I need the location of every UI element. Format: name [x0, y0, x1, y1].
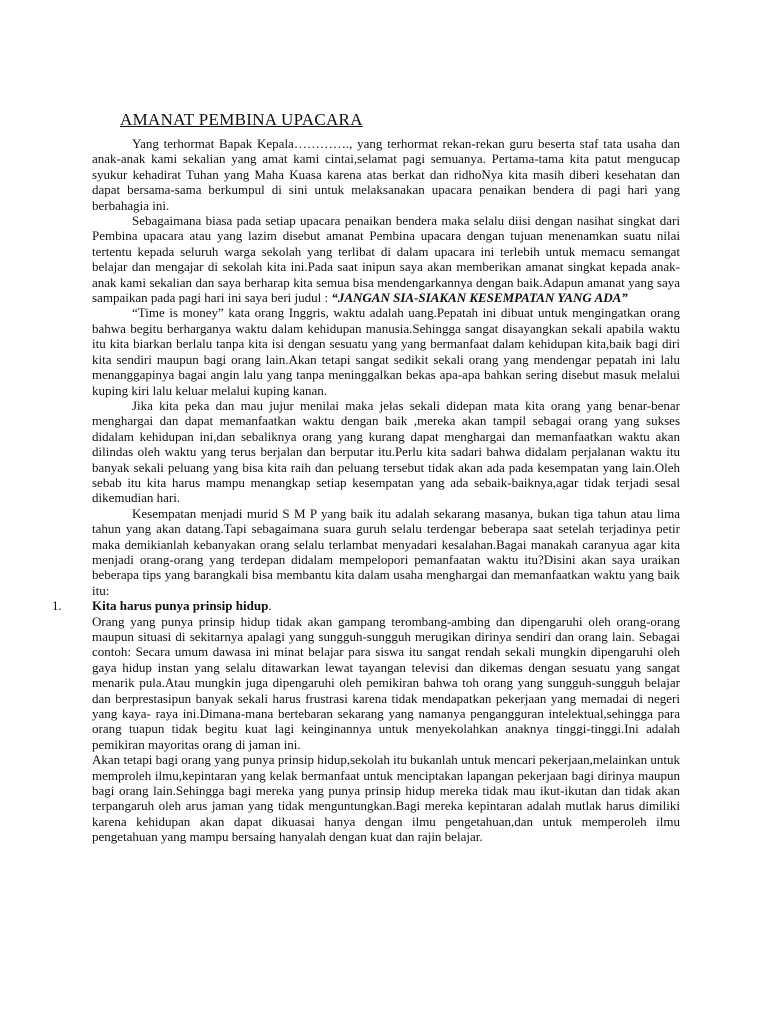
paragraph-introduction-text: Sebagaimana biasa pada setiap upacara penaikan bendera maka selalu diisi dengan nasihat singkat dari Pembina upacara atau yang lazim disebut amanat Pembina upacara dengan tujuan menenamkan suatu nilai tertentu kepada seluruh warga sekolah yang terlibat di dalam upacara ini terlebih untuk memacu semangat belajar dan mengajar di sekolah kita ini.Pada saat inipun saya akan memberikan amanat singkat kepada anak-anak kami sekalian dan saya berharap kita semua bisa mendengarkannya dengan baik.Adapun amanat yang saya sampaikan pada pagi hari ini saya beri judul :	[92, 213, 680, 306]
paragraph-student-opportunity: Kesempatan menjadi murid S M P yang baik itu adalah sekarang masanya, bukan tiga tahun atau lima tahun yang akan datang.Tapi sebagaimana suara guruh selalu terdengar beberapa saat setelah terjadinya petir maka demikianlah kebanyakan orang selalu terlambat menyadari kesalahan.Bagai manakah caranyua agar kita menjadi orang-orang yang terdepan didalam mempelopori pemanfaatan waktu itu?Disini akan saya uraikan beberapa tips yang barangkali bisa membantu kita dalam usaha menghargai dan memanfaatkan waktu yang baik itu:	[92, 505, 680, 598]
list-item-number: 1.	[52, 598, 62, 614]
list-item-heading: Kita harus punya prinsip hidup	[92, 598, 269, 614]
paragraph-life-principle-2: Akan tetapi bagi orang yang punya prinsip hidup,sekolah itu bukanlah untuk mencari pekerjaan,melainkan untuk memproleh ilmu,kepintaran yang kelak bermanfaat untuk menciptakan lapangan pekerjaan bagi dirinya maupun bagi orang lain.Sehingga bagi mereka yang punya prinsip hidup mereka tidak mau ikut-ikutan dan tidak akan terpangaruh oleh arus jaman yang tidak menguntungkan.Bagi mereka kepintaran adalah mutlak harus dimiliki karena kehidupan akan dapat dikuasai hanya dengan ilmu pengetahuan,dan untuk memperoleh ilmu pengetahuan yang mampu bersaing hanyalah dengan kuat dan rajin belajar.	[92, 752, 680, 845]
list-item-heading-end: .	[268, 598, 272, 614]
page-title: AMANAT PEMBINA UPACARA	[120, 110, 363, 129]
paragraph-introduction	[92, 213, 680, 305]
paragraph-life-principle: Orang yang punya prinsip hidup tidak akan gampang terombang-ambing dan dipengaruhi oleh orang-orang maupun situasi di sekitarnya apalagi yang sungguh-sungguh merugikan dirinya sendiri dan orang lain. Sebagai contoh: Secara umum dawasa ini minat belajar para siswa itu sangat rendah sekali mungkin dipengaruhi oleh gaya hidup instan yang selalu ditawarkan lewat tayangan televisi dan dikemas dengan sesuatu yang sangat menarik pula.Atau mungkin juga dipengaruhi oleh pemikiran bahwa toh orang yang sungguh-sungguh belajar dan berprestasipun banyak sekali harus frustrasi karena tidak mendapatkan pekerjaan yang memadai di negeri yang kaya- raya ini.Dimana-mana bertebaran sekarang yang namanya pengangguran intelektual,sehingga para orang tuapun tidak begitu kuat lagi keinginannya untuk menyekolahkan anaknya tinggi-tinggi.Ini adalah pemikiran mayoritas orang di jaman ini.	[92, 613, 680, 752]
paragraph-opportunity: Jika kita peka dan mau jujur menilai maka jelas sekali didepan mata kita orang yang benar-benar menghargai dan dapat memanfaatkan waktu dengan baik ,mereka akan tampil sebagai orang yang sukses didalam kehidupan ini,dan sebaliknya orang yang kurang dapat menghargai dan memanfaatkan waktu akan dilindas oleh waktu yang terus berjalan dan berputar itu.Perlu kita sadari bahwa didalam perjalanan waktu itu banyak sekali peluang yang bisa kita raih dan peluang tersebut tidak akan ada pada kesempatan yang lain.Oleh sebab itu kita harus mampu menangkap setiap kesempatan yang ada sebaik-baiknya,agar tidak terjadi sesal dikemudian hari.	[92, 397, 680, 506]
speech-theme: “JANGAN SIA-SIAKAN KESEMPATAN YANG ADA”	[331, 290, 628, 306]
document-body	[52, 136, 680, 845]
paragraph-greeting: Yang terhormat Bapak Kepala…………., yang terhormat rekan-rekan guru beserta staf tata usaha dan anak-anak kami sekalian yang amat kami cintai,selamat pagi semuanya. Pertama-tama kita patut mengucap syukur kehadirat Tuhan yang Maha Kuasa karena atas berkat dan ridhoNya kita masih diberi kesehatan dan dapat bersama-sama berkumpul di sini untuk melaksanakan upacara penaikan bendera di pagi hari yang berbahagia ini.	[92, 136, 680, 213]
paragraph-time-is-money: “Time is money” kata orang Inggris, waktu adalah uang.Pepatah ini dibuat untuk mengingatkan orang bahwa begitu berharganya waktu dalam kehidupan manusia.Sehingga sangat disayangkan sekali apabila waktu itu kita biarkan berlalu tanpa kita isi dengan sesuatu yang yang bermanfaat dalam kehidupan kita,baik bagi diri kita sendiri maupun bagi orang lain.Akan tetapi sangat sedikit sekali orang yang mendengar pepatah ini lalu menanggapinya bagai angin lalu yang tanpa meninggalkan bekas apa-apa bahkan sering disebut masuk melalui kuping kiri lalu keluar melalui kuping kanan.	[92, 305, 680, 398]
list-item-1	[52, 598, 680, 614]
